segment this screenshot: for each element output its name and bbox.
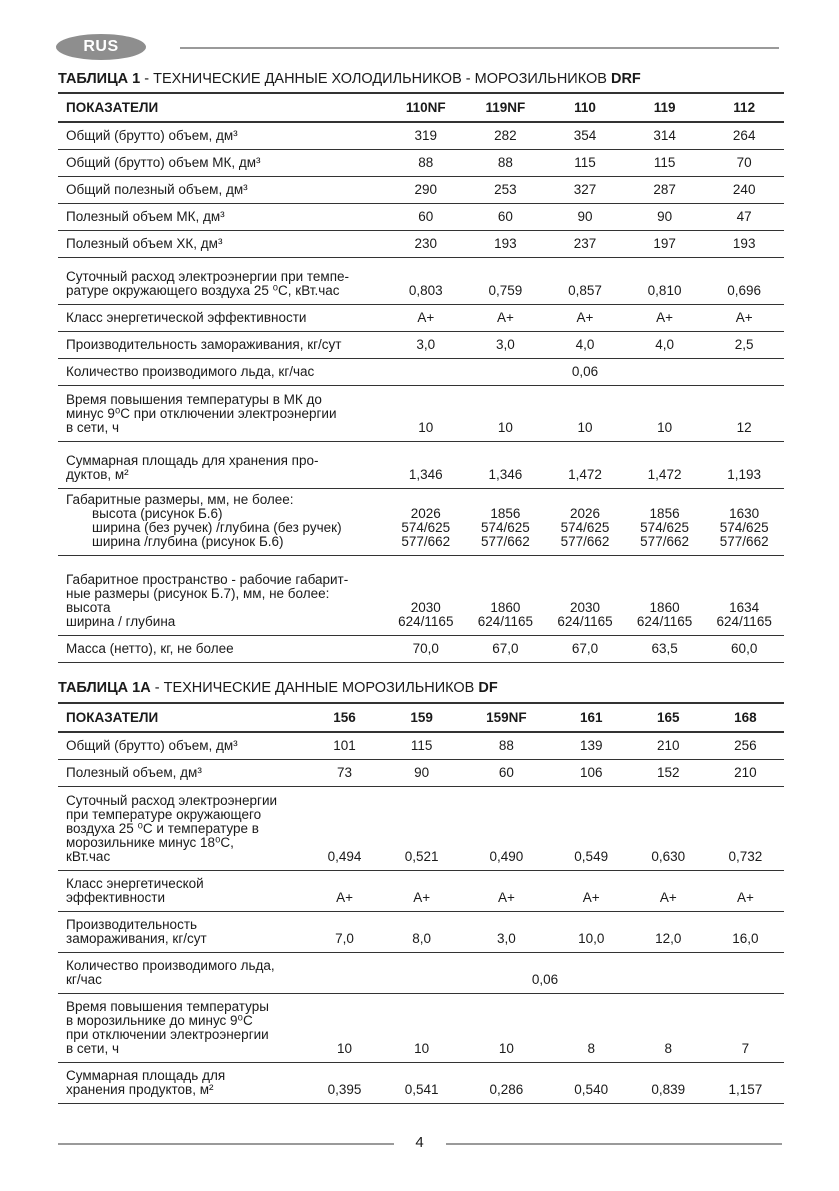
row-label-line: Суммарная площадь для — [66, 1067, 226, 1083]
value-cell: 0,857 — [545, 257, 625, 304]
row-label — [58, 203, 386, 230]
value-cell — [386, 555, 466, 635]
value-cell — [386, 488, 466, 555]
value-cell: 3,0 — [386, 331, 466, 358]
value-cell: 193 — [466, 230, 546, 257]
column-header-model: 165 — [630, 703, 707, 732]
table-row — [58, 385, 784, 441]
value-cell: 10 — [306, 993, 383, 1062]
value-cell: 282 — [466, 122, 546, 149]
value-cell: 210 — [630, 732, 707, 759]
value-cell: 88 — [386, 149, 466, 176]
table-row — [58, 911, 784, 952]
value-cell: 319 — [386, 122, 466, 149]
value-line: 2026 — [569, 505, 600, 521]
row-label — [58, 732, 306, 759]
column-header-label: ПОКАЗАТЕЛИ — [58, 93, 386, 122]
row-label-line: Суммарная площадь для хранения про- — [66, 452, 319, 468]
row-label-line: при температуре окружающего — [66, 806, 262, 822]
value-cell: 264 — [704, 122, 784, 149]
value-cell — [545, 555, 625, 635]
row-label-line: Количество производимого льда, кг/час — [66, 363, 315, 379]
column-header-model: 112 — [704, 93, 784, 122]
row-label-line: кг/час — [66, 971, 102, 987]
table-row — [58, 203, 784, 230]
row-label — [58, 993, 306, 1062]
value-cell: 106 — [553, 759, 630, 786]
row-label — [58, 358, 386, 385]
row-label — [58, 911, 306, 952]
row-label-line: Количество производимого льда, — [66, 957, 275, 973]
row-label-line: эффективности — [66, 889, 166, 905]
column-header-model: 161 — [553, 703, 630, 732]
value-cell: 0,286 — [460, 1062, 552, 1103]
value-line: 624/1165 — [636, 613, 693, 629]
value-cell — [466, 555, 546, 635]
row-label-line: морозильнике минус 18⁰С, — [66, 834, 234, 850]
value-cell: 327 — [545, 176, 625, 203]
row-label-subline: ширина (без ручек) /глубина (без ручек) — [92, 519, 342, 535]
value-line: 2030 — [410, 599, 441, 615]
value-line: 1860 — [649, 599, 680, 615]
row-label-line: Общий (брутто) объем, дм³ — [66, 737, 238, 753]
value-cell: 197 — [625, 230, 705, 257]
merged-value-cell: 0,06 — [306, 952, 784, 993]
table1-title: ТАБЛИЦА 1 - ТЕХНИЧЕСКИЕ ДАННЫЕ ХОЛОДИЛЬНИКОВ - МОРОЗИЛЬНИКОВ DRF — [58, 71, 641, 87]
row-label-line: Масса (нетто), кг, не более — [66, 640, 234, 656]
value-cell: 8 — [553, 993, 630, 1062]
value-cell: 3,0 — [466, 331, 546, 358]
table-row — [58, 1062, 784, 1103]
row-label-line: при отключении электроэнергии — [66, 1026, 269, 1042]
value-cell: 0,494 — [306, 786, 383, 870]
table-row — [58, 331, 784, 358]
value-cell: 90 — [625, 203, 705, 230]
value-cell: 0,803 — [386, 257, 466, 304]
row-label-line: Габаритное пространство - рабочие габарит- — [66, 571, 349, 587]
value-cell: 115 — [625, 149, 705, 176]
value-cell: 1,472 — [625, 441, 705, 488]
value-line: 577/662 — [560, 533, 610, 549]
row-label-line: Суточный расход электроэнергии при темпе- — [66, 268, 350, 284]
row-label-line: Время повышения температуры — [66, 998, 269, 1014]
value-cell: 237 — [545, 230, 625, 257]
value-cell: 10 — [460, 993, 552, 1062]
value-cell: 193 — [704, 230, 784, 257]
value-cell: А+ — [553, 870, 630, 911]
value-cell: 8,0 — [383, 911, 460, 952]
table-row — [58, 555, 784, 635]
value-cell: 253 — [466, 176, 546, 203]
value-cell: 10,0 — [553, 911, 630, 952]
value-cell: 12 — [704, 385, 784, 441]
row-label-line: Класс энергетической эффективности — [66, 309, 307, 325]
value-cell: А+ — [707, 870, 784, 911]
value-cell: 0,521 — [383, 786, 460, 870]
table-row — [58, 635, 784, 662]
row-label — [58, 304, 386, 331]
row-label — [58, 488, 386, 555]
row-label-line: Полезный объем ХК, дм³ — [66, 235, 223, 251]
row-label — [58, 257, 386, 304]
value-cell: 12,0 — [630, 911, 707, 952]
column-header-model: 156 — [306, 703, 383, 732]
footer-divider-right — [446, 1143, 782, 1145]
row-label — [58, 331, 386, 358]
row-label-line: в сети, ч — [66, 419, 119, 435]
row-label-line: Класс энергетической — [66, 875, 204, 891]
table-row — [58, 870, 784, 911]
header-divider — [180, 47, 779, 49]
value-cell — [704, 555, 784, 635]
value-cell: А+ — [704, 304, 784, 331]
table-row — [58, 149, 784, 176]
value-line: 574/625 — [401, 519, 451, 535]
value-cell: 1,346 — [386, 441, 466, 488]
value-cell: А+ — [306, 870, 383, 911]
value-cell: 0,732 — [707, 786, 784, 870]
row-label — [58, 555, 386, 635]
value-cell: 115 — [545, 149, 625, 176]
row-label-line: дуктов, м² — [66, 466, 129, 482]
value-line: 624/1165 — [716, 613, 772, 629]
table-row — [58, 122, 784, 149]
value-line: 624/1165 — [477, 613, 534, 629]
table1 — [58, 92, 784, 663]
value-cell: А+ — [460, 870, 552, 911]
value-cell — [625, 555, 705, 635]
merged-value-cell: 0,06 — [386, 358, 784, 385]
value-cell: 354 — [545, 122, 625, 149]
row-label-line: кВт.час — [66, 848, 111, 864]
value-cell: 88 — [460, 732, 552, 759]
value-line: 577/662 — [480, 533, 530, 549]
value-cell: 10 — [466, 385, 546, 441]
table-row — [58, 358, 784, 385]
value-cell: 16,0 — [707, 911, 784, 952]
value-cell: 240 — [704, 176, 784, 203]
value-cell — [545, 488, 625, 555]
value-cell: 210 — [707, 759, 784, 786]
value-cell: 8 — [630, 993, 707, 1062]
column-header-model: 168 — [707, 703, 784, 732]
table-row — [58, 786, 784, 870]
value-cell: 0,395 — [306, 1062, 383, 1103]
value-cell: А+ — [630, 870, 707, 911]
value-cell: 7,0 — [306, 911, 383, 952]
table-row — [58, 488, 784, 555]
row-label — [58, 635, 386, 662]
table-row — [58, 230, 784, 257]
row-label-line: Общий (брутто) объем, дм³ — [66, 127, 238, 143]
row-label-line: высота — [66, 599, 111, 615]
value-cell: 70,0 — [386, 635, 466, 662]
value-cell: 73 — [306, 759, 383, 786]
language-badge: RUS — [56, 34, 146, 60]
table-row — [58, 993, 784, 1062]
value-cell: 230 — [386, 230, 466, 257]
value-cell: 67,0 — [545, 635, 625, 662]
value-cell: 290 — [386, 176, 466, 203]
row-label-line: в морозильнике до минус 9⁰С — [66, 1012, 253, 1028]
row-label — [58, 952, 306, 993]
table-row — [58, 952, 784, 993]
column-header-model: 110 — [545, 93, 625, 122]
row-label — [58, 176, 386, 203]
value-cell: 7 — [707, 993, 784, 1062]
value-line: 574/625 — [480, 519, 530, 535]
row-label-line: Суточный расход электроэнергии — [66, 792, 278, 808]
value-cell: 101 — [306, 732, 383, 759]
value-line: 624/1165 — [557, 613, 613, 629]
row-label-line: замораживания, кг/сут — [66, 930, 207, 946]
value-cell: 0,541 — [383, 1062, 460, 1103]
value-cell: 0,549 — [553, 786, 630, 870]
value-cell: 47 — [704, 203, 784, 230]
row-label — [58, 230, 386, 257]
table-row — [58, 759, 784, 786]
row-label-subline: ширина /глубина (рисунок Б.6) — [92, 533, 284, 549]
row-label-line: Производительность замораживания, кг/сут — [66, 336, 342, 352]
value-line: 574/625 — [640, 519, 689, 535]
value-cell: 1,157 — [707, 1062, 784, 1103]
value-line: 1634 — [729, 599, 760, 615]
row-label-subline: высота (рисунок Б.6) — [92, 505, 223, 521]
value-cell: А+ — [383, 870, 460, 911]
row-label — [58, 122, 386, 149]
value-cell: 2,5 — [704, 331, 784, 358]
row-label-line: Полезный объем, дм³ — [66, 764, 202, 780]
value-cell: А+ — [386, 304, 466, 331]
table-row — [58, 441, 784, 488]
column-header-model: 119NF — [466, 93, 546, 122]
value-cell: 1,346 — [466, 441, 546, 488]
row-label — [58, 1062, 306, 1103]
value-line: 2030 — [569, 599, 600, 615]
column-header-model: 110NF — [386, 93, 466, 122]
row-label-line: Габаритные размеры, мм, не более: — [66, 491, 294, 507]
value-cell: 287 — [625, 176, 705, 203]
value-cell: А+ — [545, 304, 625, 331]
row-label-line: ратуре окружающего воздуха 25 ⁰С, кВт.час — [66, 282, 340, 298]
value-cell: 0,810 — [625, 257, 705, 304]
value-cell: 10 — [386, 385, 466, 441]
row-label-line: хранения продуктов, м² — [66, 1081, 214, 1097]
value-cell: 0,759 — [466, 257, 546, 304]
value-line: 577/662 — [640, 533, 689, 549]
column-header-model: 159NF — [460, 703, 552, 732]
row-label-line: в сети, ч — [66, 1040, 119, 1056]
value-cell: 1,472 — [545, 441, 625, 488]
row-label-line: воздуха 25 ⁰С и температуре в — [66, 820, 259, 836]
row-label — [58, 385, 386, 441]
value-cell: 0,839 — [630, 1062, 707, 1103]
table-row — [58, 176, 784, 203]
value-cell: 63,5 — [625, 635, 705, 662]
row-label-line: Полезный объем МК, дм³ — [66, 208, 225, 224]
value-line: 1856 — [490, 505, 521, 521]
value-line: 2026 — [410, 505, 441, 521]
value-line: 577/662 — [719, 533, 769, 549]
table2 — [58, 702, 784, 1104]
value-cell: 0,490 — [460, 786, 552, 870]
value-cell: 256 — [707, 732, 784, 759]
column-header-model: 119 — [625, 93, 705, 122]
value-cell: 152 — [630, 759, 707, 786]
value-cell: 60 — [386, 203, 466, 230]
value-cell: 67,0 — [466, 635, 546, 662]
value-cell: А+ — [466, 304, 546, 331]
column-header-label: ПОКАЗАТЕЛИ — [58, 703, 306, 732]
value-cell: 3,0 — [460, 911, 552, 952]
value-line: 574/625 — [719, 519, 769, 535]
value-line: 624/1165 — [398, 613, 454, 629]
table-row — [58, 732, 784, 759]
value-cell: 70 — [704, 149, 784, 176]
row-label — [58, 149, 386, 176]
value-cell: 314 — [625, 122, 705, 149]
value-cell: 1,193 — [704, 441, 784, 488]
row-label-line: ные размеры (рисунок Б.7), мм, не более: — [66, 585, 330, 601]
value-cell: 90 — [383, 759, 460, 786]
value-cell: 0,630 — [630, 786, 707, 870]
table2-title: ТАБЛИЦА 1А - ТЕХНИЧЕСКИЕ ДАННЫЕ МОРОЗИЛЬНИКОВ DF — [58, 680, 498, 696]
value-cell: 4,0 — [545, 331, 625, 358]
value-line: 577/662 — [401, 533, 451, 549]
value-line: 1860 — [490, 599, 521, 615]
row-label — [58, 786, 306, 870]
row-label-line: Время повышения температуры в МК до — [66, 391, 322, 407]
value-cell: 0,696 — [704, 257, 784, 304]
value-line: 574/625 — [560, 519, 610, 535]
value-cell — [466, 488, 546, 555]
row-label-line: Общий полезный объем, дм³ — [66, 181, 248, 197]
page-number: 4 — [415, 1134, 424, 1151]
row-label — [58, 870, 306, 911]
value-cell: 10 — [625, 385, 705, 441]
table-row — [58, 304, 784, 331]
table-row — [58, 257, 784, 304]
row-label-line: минус 9⁰С при отключении электроэнергии — [66, 405, 337, 421]
row-label-line: Производительность — [66, 916, 198, 932]
value-cell: 60 — [460, 759, 552, 786]
value-cell: 60,0 — [704, 635, 784, 662]
value-cell: 88 — [466, 149, 546, 176]
value-cell — [625, 488, 705, 555]
value-line: 1856 — [649, 505, 680, 521]
row-label — [58, 759, 306, 786]
value-cell: А+ — [625, 304, 705, 331]
row-label — [58, 441, 386, 488]
value-cell: 139 — [553, 732, 630, 759]
row-label-line: ширина / глубина — [66, 613, 176, 629]
value-cell — [704, 488, 784, 555]
row-label-line: Общий (брутто) объем МК, дм³ — [66, 154, 261, 170]
column-header-model: 159 — [383, 703, 460, 732]
value-cell: 10 — [545, 385, 625, 441]
value-cell: 90 — [545, 203, 625, 230]
value-cell: 10 — [383, 993, 460, 1062]
value-cell: 0,540 — [553, 1062, 630, 1103]
value-cell: 115 — [383, 732, 460, 759]
value-line: 1630 — [729, 505, 760, 521]
value-cell: 4,0 — [625, 331, 705, 358]
value-cell: 60 — [466, 203, 546, 230]
